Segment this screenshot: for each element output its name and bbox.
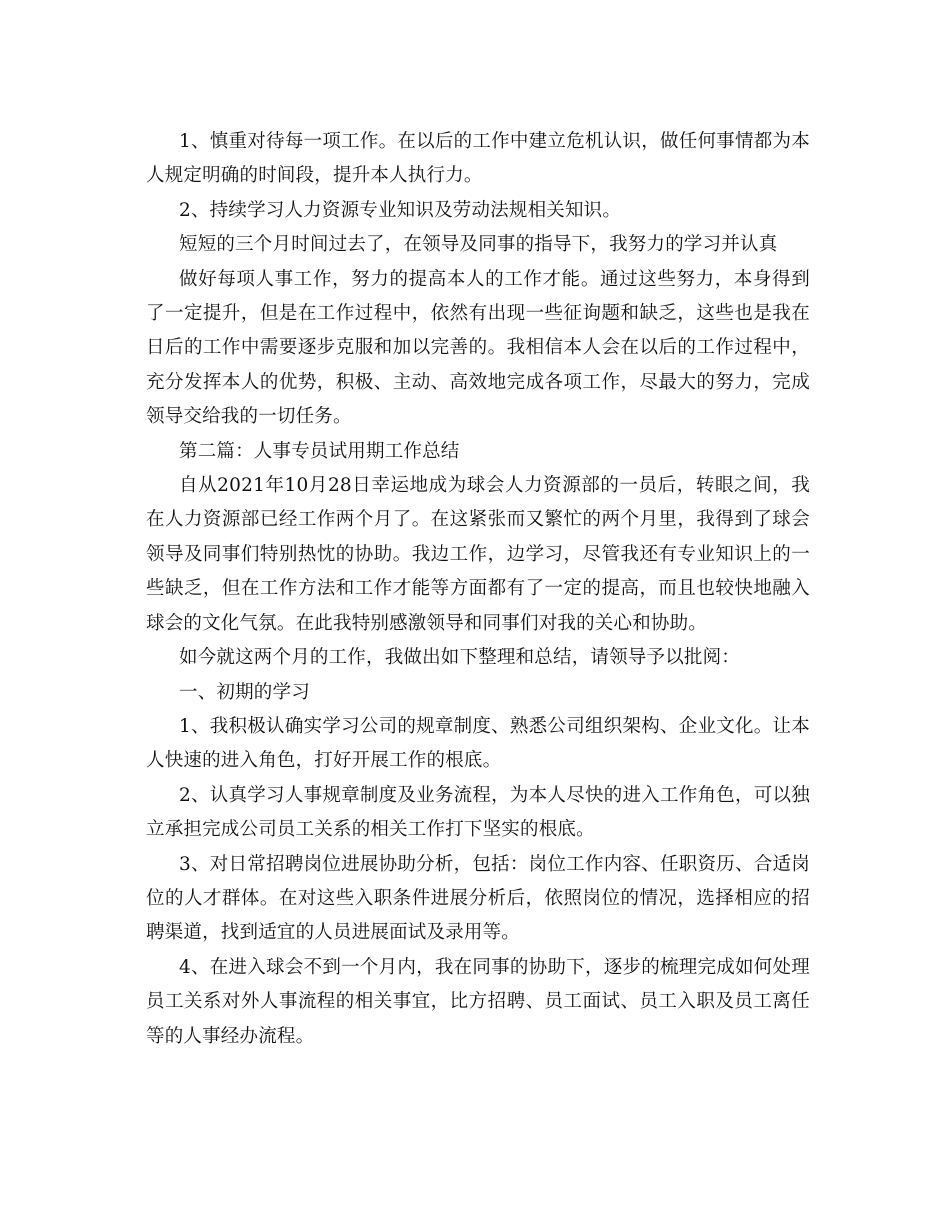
paragraph-6: 自从2021年10月28日幸运地成为球会人力资源部的一员后，转眼之间，我在人力资源部已经工作两个月了。在这紧张而又繁忙的两个月里，我得到了球会领导及同事们特别热忱的协助。我边工作，边学习，尽管我还有专业知识上的一些缺乏，但在工作方法和工作才能等方面都有了一定的提高，而且也较快地融入球会的文化气氛。在此我特别感激领导和同事们对我的关心和协助。 — [146, 475, 810, 634]
paragraph-11: 3、对日常招聘岗位进展协助分析，包括：岗位工作内容、任职资历、合适岗位的人才群体。在对这些入职条件进展分析后，依照岗位的情况，选择相应的招聘渠道，找到适宜的人员进展面试及录用等。 — [146, 853, 810, 944]
paragraph-10: 2、认真学习人事规章制度及业务流程，为本人尽快的进入工作角色，可以独立承担完成公司员工关系的相关工作打下坚实的根底。 — [146, 784, 810, 841]
subsection-heading: 一、初期的学习 — [179, 681, 310, 703]
paragraph-1: 1、慎重对待每一项工作。在以后的工作中建立危机认识，做任何事情都为本人规定明确的时间段，提升本人执行力。 — [146, 131, 810, 187]
paragraph-7: 如今就这两个月的工作，我做出如下整理和总结，请领导予以批阅： — [179, 647, 741, 669]
paragraph-4: 做好每项人事工作，努力的提高本人的工作才能。通过这些努力，本身得到了一定提升，但是在工作过程中，依然有出现一些征询题和缺乏，这些也是我在日后的工作中需要逐步克服和加以完善的。我相信本人会在以后的工作过程中，充分发挥本人的优势，积极、主动、高效地完成各项工作，尽最大的努力，完成领导交给我的一切任务。 — [146, 268, 810, 428]
paragraph-12: 4、在进入球会不到一个月内，我在同事的协助下，逐步的梳理完成如何处理员工关系对外人事流程的相关事宜，比方招聘、员工面试、员工入职及员工离任等的人事经办流程。 — [146, 956, 810, 1047]
document-body — [146, 125, 810, 1054]
paragraph-3: 短短的三个月时间过去了，在领导及同事的指导下，我努力的学习并认真 — [179, 234, 778, 256]
paragraph-2: 2、持续学习人力资源专业知识及劳动法规相关知识。 — [179, 199, 622, 221]
section-heading: 第二篇：人事专员试用期工作总结 — [179, 440, 460, 462]
paragraph-9: 1、我积极认确实学习公司的规章制度、熟悉公司组织架构、企业文化。让本人快速的进入角色，打好开展工作的根底。 — [146, 715, 810, 772]
